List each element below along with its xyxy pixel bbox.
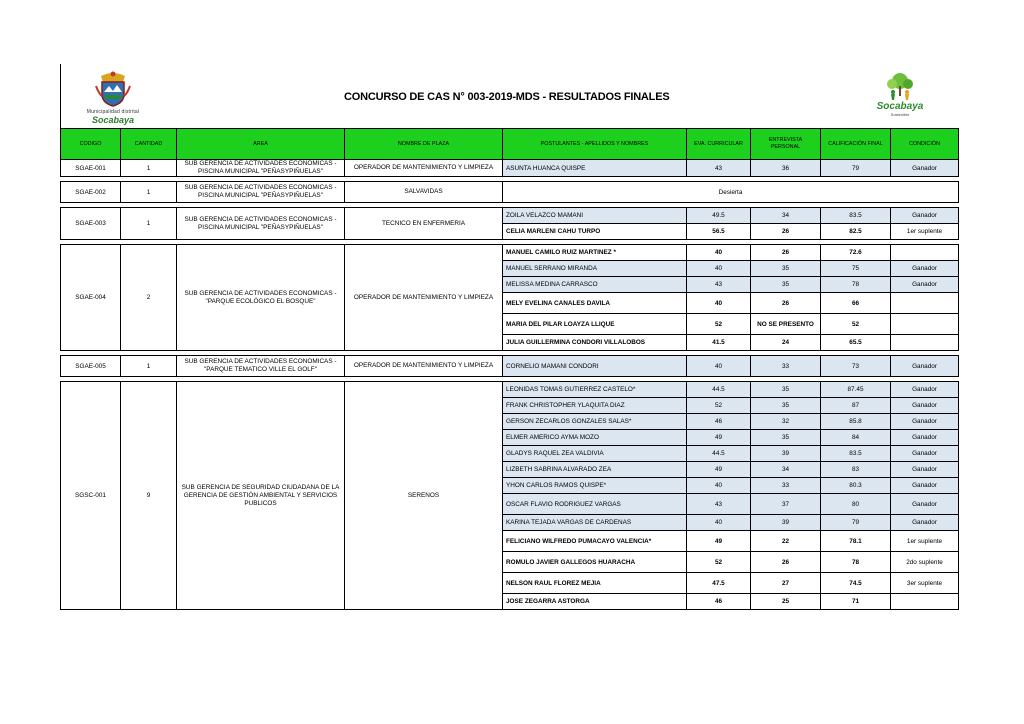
cell-postulante: GLADYS RAQUEL ZEA VALDIVIA (503, 446, 687, 462)
cell-postulante: ROMULO JAVIER GALLEGOS HUARACHA (503, 552, 687, 573)
cell-calificacion: 78.1 (821, 531, 891, 552)
table-row (61, 382, 959, 398)
cell-condicion: 3er suplente (891, 573, 959, 594)
cell-calificacion: 65.5 (821, 335, 891, 351)
cell-postulante: LEONIDAS TOMAS GUTIERREZ CASTELO* (503, 382, 687, 398)
cell-eva-curricular: 40 (687, 261, 751, 277)
cell-postulante: JOSE ZEGARRA ASTORGA (503, 594, 687, 610)
table-row (61, 160, 959, 177)
cell-postulante: NELSON RAUL FLOREZ MEJIA (503, 573, 687, 594)
cell-entrevista: 39 (751, 515, 821, 531)
cell-plaza: OPERADOR DE MANTENIMIENTO Y LIMPIEZA (345, 160, 503, 177)
cell-calificacion: 71 (821, 594, 891, 610)
cell-calificacion: 75 (821, 261, 891, 277)
cell-area: SUB GERENCIA DE ACTIVIDADES ECONOMICAS - PISCINA MUNICIPAL "PEÑASYPIÑUELAS" (177, 182, 345, 203)
cell-entrevista: 26 (751, 245, 821, 261)
cell-entrevista: 34 (751, 208, 821, 224)
cell-calificacion: 80.3 (821, 478, 891, 494)
cell-plaza: TECNICO EN ENFERMERIA (345, 208, 503, 240)
cell-condicion: Ganador (891, 356, 959, 377)
cell-calificacion: 74.5 (821, 573, 891, 594)
tree-people-icon (880, 72, 920, 102)
cell-postulante: JULIA GUILLERMINA CONDORI VILLALOBOS (503, 335, 687, 351)
cell-calificacion: 87 (821, 398, 891, 414)
cell-eva-curricular: 41.5 (687, 335, 751, 351)
col-header-postulantes: POSTULANTES - APELLIDOS Y NOMBRES (503, 129, 687, 160)
cell-eva-curricular: 46 (687, 414, 751, 430)
cell-condicion: Ganador (891, 446, 959, 462)
cell-area: SUB GERENCIA DE ACTIVIDADES ECONOMICAS - "PARQUE TEMATICO VILLE EL GOLF" (177, 356, 345, 377)
cell-condicion: Ganador (891, 494, 959, 515)
cell-eva-curricular: 52 (687, 314, 751, 335)
cell-postulante: FRANK CHRISTOPHER YLAQUITA DIAZ (503, 398, 687, 414)
cell-eva-curricular: 43 (687, 160, 751, 177)
cell-entrevista: 35 (751, 398, 821, 414)
cell-postulante: CELIA MARLENI CAHU TURPO (503, 224, 687, 240)
cell-codigo: SGAE-002 (61, 182, 121, 203)
cell-cantidad: 9 (121, 382, 177, 610)
cell-calificacion: 73 (821, 356, 891, 377)
cell-plaza: SALVAVIDAS (345, 182, 503, 203)
cell-calificacion: 84 (821, 430, 891, 446)
cell-eva-curricular: 40 (687, 245, 751, 261)
cell-eva-curricular: 49 (687, 462, 751, 478)
cell-condicion: Ganador (891, 515, 959, 531)
table-row (61, 245, 959, 261)
cell-condicion: Ganador (891, 382, 959, 398)
cell-condicion: Ganador (891, 208, 959, 224)
col-header-entrevista: ENTREVISTA PERSONAL (751, 129, 821, 160)
cell-desierta: Desierta (503, 182, 959, 203)
cell-condicion: Ganador (891, 277, 959, 293)
cell-entrevista: 36 (751, 160, 821, 177)
cell-postulante: OSCAR FLAVIO RODRIGUEZ VARGAS (503, 494, 687, 515)
cell-postulante: MARIA DEL PILAR LOAYZA LLIQUE (503, 314, 687, 335)
cell-postulante: ELMER AMERICO AYMA MOZO (503, 430, 687, 446)
cell-area: SUB GERENCIA DE ACTIVIDADES ECONOMICAS - PISCINA MUNICIPAL "PEÑASYPIÑUELAS" (177, 160, 345, 177)
cell-postulante: MANUEL CAMILO RUIZ MARTINEZ * (503, 245, 687, 261)
cell-condicion (891, 245, 959, 261)
cell-condicion: Ganador (891, 160, 959, 177)
cell-entrevista: 34 (751, 462, 821, 478)
cell-codigo: SGAE-003 (61, 208, 121, 240)
cell-entrevista: 26 (751, 224, 821, 240)
col-header-plaza: NOMBRE DE PLAZA (345, 129, 503, 160)
cell-condicion (891, 594, 959, 610)
cell-calificacion: 83.5 (821, 208, 891, 224)
cell-area: SUB GERENCIA DE ACTIVIDADES ECONOMICAS - "PARQUE ECOLÓGICO EL BOSQUE" (177, 245, 345, 351)
cell-cantidad: 1 (121, 182, 177, 203)
cell-postulante: ZOILA VELAZCO MAMANI (503, 208, 687, 224)
cell-cantidad: 1 (121, 356, 177, 377)
cell-eva-curricular: 52 (687, 552, 751, 573)
cell-calificacion: 66 (821, 293, 891, 314)
cell-condicion: Ganador (891, 261, 959, 277)
cell-condicion: Ganador (891, 430, 959, 446)
cell-condicion (891, 293, 959, 314)
cell-entrevista: 35 (751, 277, 821, 293)
cell-cantidad: 1 (121, 160, 177, 177)
table-row (61, 356, 959, 377)
municipal-name: Socabaya (91, 115, 135, 125)
cell-eva-curricular: 49 (687, 430, 751, 446)
cell-eva-curricular: 49.5 (687, 208, 751, 224)
cell-plaza: SERENOS (345, 382, 503, 610)
cell-postulante: MELY EVELINA CANALES DAVILA (503, 293, 687, 314)
cell-entrevista: 25 (751, 594, 821, 610)
cell-eva-curricular: 43 (687, 494, 751, 515)
col-header-cantidad: CANTIDAD (121, 129, 177, 160)
municipal-logo (80, 70, 146, 128)
cell-calificacion: 85.8 (821, 414, 891, 430)
cell-postulante: FELICIANO WILFREDO PUMACAYO VALENCIA* (503, 531, 687, 552)
col-header-condicion: CONDICIÓN (891, 129, 959, 160)
cell-postulante: MELISSA MEDINA CARRASCO (503, 277, 687, 293)
table-row (61, 208, 959, 224)
cell-postulante: LIZBETH SABRINA ALVARADO ZEA (503, 462, 687, 478)
cell-eva-curricular: 49 (687, 531, 751, 552)
cell-calificacion: 52 (821, 314, 891, 335)
cell-eva-curricular: 43 (687, 277, 751, 293)
cell-condicion: Ganador (891, 462, 959, 478)
socabaya-name: Socabaya (876, 101, 924, 112)
cell-entrevista: 27 (751, 573, 821, 594)
results-table (60, 128, 959, 610)
cell-entrevista: 39 (751, 446, 821, 462)
cell-eva-curricular: 40 (687, 515, 751, 531)
cell-cantidad: 1 (121, 208, 177, 240)
cell-condicion: 2do suplente (891, 552, 959, 573)
cell-postulante: YHON CARLOS RAMOS QUISPE* (503, 478, 687, 494)
cell-entrevista: 32 (751, 414, 821, 430)
table-body (61, 160, 959, 610)
cell-postulante: GERSON ZECARLOS GONZALES SALAS* (503, 414, 687, 430)
cell-codigo: SGAE-005 (61, 356, 121, 377)
cell-condicion: 1er suplente (891, 224, 959, 240)
cell-calificacion: 83.5 (821, 446, 891, 462)
cell-postulante: MANUEL SERRANO MIRANDA (503, 261, 687, 277)
col-header-eva-curricular: EVA. CURRICULAR (687, 129, 751, 160)
cell-codigo: SGAE-004 (61, 245, 121, 351)
cell-eva-curricular: 56.5 (687, 224, 751, 240)
cell-entrevista: 26 (751, 293, 821, 314)
cell-plaza: OPERADOR DE MANTENIMIENTO Y LIMPIEZA (345, 245, 503, 351)
cell-calificacion: 78 (821, 552, 891, 573)
socabaya-logo (868, 72, 932, 122)
socabaya-sub: Sostenible (890, 112, 910, 117)
cell-condicion (891, 335, 959, 351)
cell-condicion: Ganador (891, 414, 959, 430)
cell-calificacion: 80 (821, 494, 891, 515)
cell-entrevista: 33 (751, 356, 821, 377)
cell-eva-curricular: 40 (687, 293, 751, 314)
cell-entrevista: 26 (751, 552, 821, 573)
cell-eva-curricular: 47.5 (687, 573, 751, 594)
cell-calificacion: 78 (821, 277, 891, 293)
col-header-codigo: CODIGO (61, 129, 121, 160)
cell-entrevista: 33 (751, 478, 821, 494)
cell-calificacion: 79 (821, 515, 891, 531)
cell-entrevista: 35 (751, 430, 821, 446)
cell-condicion: Ganador (891, 398, 959, 414)
cell-codigo: SGSC-001 (61, 382, 121, 610)
cell-entrevista: 24 (751, 335, 821, 351)
table-header-row (61, 129, 959, 160)
cell-eva-curricular: 44.5 (687, 382, 751, 398)
cell-cantidad: 2 (121, 245, 177, 351)
cell-calificacion: 82.5 (821, 224, 891, 240)
cell-condicion: 1er suplente (891, 531, 959, 552)
page-title: CONCURSO DE CAS N° 003-2019-MDS - RESULTADOS FINALES (344, 91, 670, 103)
cell-entrevista: NO SE PRESENTO (751, 314, 821, 335)
cell-eva-curricular: 40 (687, 478, 751, 494)
cell-entrevista: 35 (751, 382, 821, 398)
table-row (61, 182, 959, 203)
cell-condicion: Ganador (891, 478, 959, 494)
cell-area: SUB GERENCIA DE ACTIVIDADES ECONOMICAS - PISCINA MUNICIPAL "PEÑASYPIÑUELAS" (177, 208, 345, 240)
cell-area: SUB GERENCIA DE SEGURIDAD CIUDADANA DE LA GERENCIA DE GESTIÓN AMBIENTAL Y SERVICIOS PUBLICOS (177, 382, 345, 610)
cell-eva-curricular: 52 (687, 398, 751, 414)
cell-eva-curricular: 46 (687, 594, 751, 610)
cell-postulante: KARINA TEJADA VARGAS DE CARDENAS (503, 515, 687, 531)
col-header-calificacion: CALIFICACIÓN FINAL (821, 129, 891, 160)
cell-postulante: ASUNTA HUANCA QUISPE (503, 160, 687, 177)
cell-calificacion: 87.45 (821, 382, 891, 398)
cell-postulante: CORNELIO MAMANI CONDORI (503, 356, 687, 377)
cell-eva-curricular: 44.5 (687, 446, 751, 462)
municipal-shield-icon (93, 70, 133, 108)
cell-calificacion: 72.6 (821, 245, 891, 261)
cell-calificacion: 83 (821, 462, 891, 478)
cell-plaza: OPERADOR DE MANTENIMIENTO Y LIMPIEZA (345, 356, 503, 377)
col-header-area: AREA (177, 129, 345, 160)
cell-entrevista: 35 (751, 261, 821, 277)
cell-codigo: SGAE-001 (61, 160, 121, 177)
cell-condicion (891, 314, 959, 335)
cell-eva-curricular: 40 (687, 356, 751, 377)
cell-entrevista: 37 (751, 494, 821, 515)
municipal-caption: Municipalidad distrital (86, 109, 140, 115)
cell-calificacion: 79 (821, 160, 891, 177)
cell-entrevista: 22 (751, 531, 821, 552)
